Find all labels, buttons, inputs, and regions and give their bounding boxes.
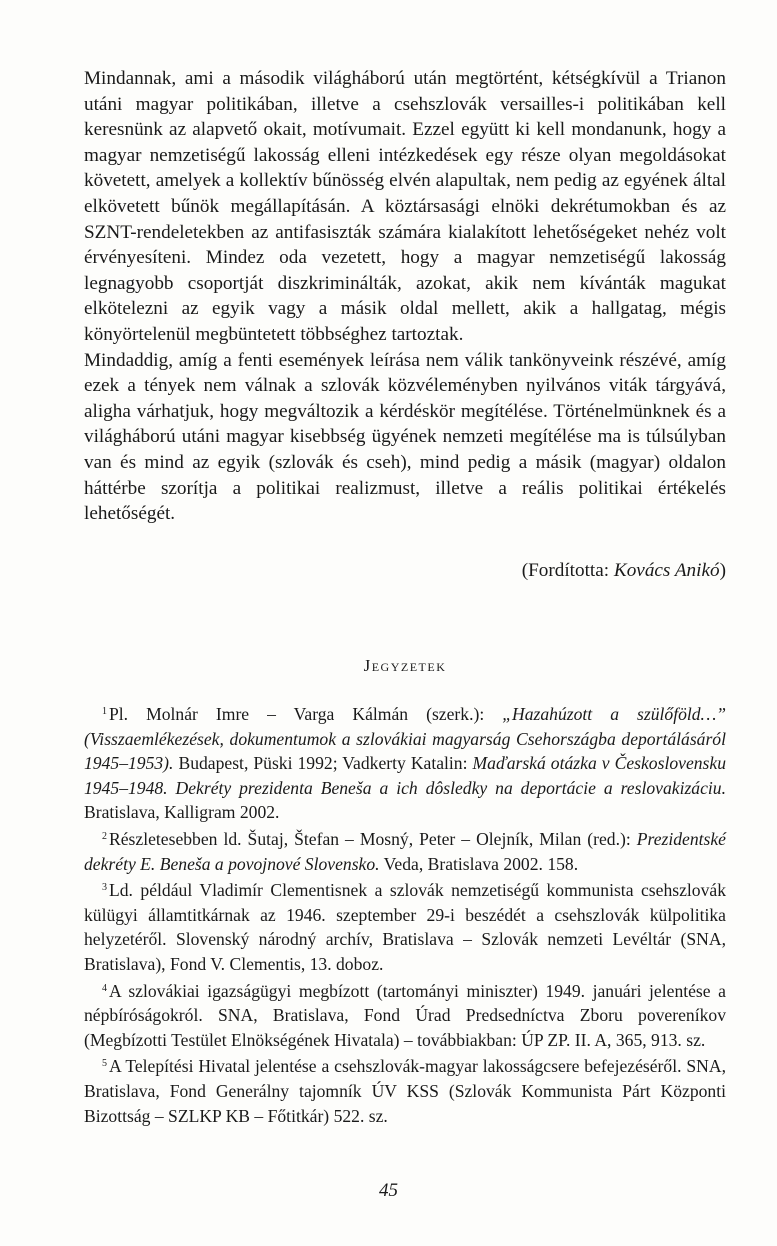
- paragraph-2: Mindaddig, amíg a fenti események leírása nem válik tankönyveink részévé, amíg ezek a tények nem válnak a szlovák közvéleményben nyilvános viták tárgyává, aligha várhatjuk, hogy megváltozik a kérdéskör megítélése. Történelmünknek és a világháború utáni magyar kisebbség ügyének nemzeti megítélése ma is túlsúlyban van és mind az egyik (szlovák és cseh), mind pedig a másik (magyar) oldalon háttérbe szorítja a politikai realizmust, illetve a reális politikai értékelés lehetőségét.: [84, 349, 726, 525]
- footnote-text: Bratislava, Kalligram 2002.: [84, 802, 280, 823]
- notes-heading: Jegyzetek: [363, 656, 447, 675]
- footnote-5: [84, 1052, 726, 1128]
- footnote-title: Maďarská otázka v Československu 1945–1948. Dekréty prezidenta Beneša a ich dôsledky na deportácie a reslovakizáciu.: [84, 753, 726, 798]
- footnote-number: 4: [102, 982, 107, 994]
- footnote-text: Veda, Bratislava 2002. 158.: [379, 853, 579, 874]
- footnote-text: A szlovákiai igazságügyi megbízott (tartományi miniszter) 1949. januári jelentése a népbíróságokról. SNA, Bratislava, Fond Úrad Predsedníctva Zboru povereníkov (Megbízotti Testület Elnökségének Hivatala) – továbbiakban: ÚP ZP. II. A, 365, 913. sz.: [84, 980, 726, 1050]
- footnote-text: Budapest, Püski 1992; Vadkerty Katalin:: [173, 753, 473, 774]
- footnote-text: Pl. Molnár Imre – Varga Kálmán (szerk.):: [109, 704, 503, 724]
- translator-prefix: (Fordította:: [521, 560, 614, 581]
- footnote-title: „Hazahúzott a szülőföld…” (Visszaemlékezések, dokumentumok a szlovákiai magyarság Csehországba deportálásáról 1945–1953).: [84, 704, 727, 774]
- footnote-number: 1: [102, 706, 107, 717]
- footnote-2: [84, 825, 726, 876]
- footnote-text: Ld. például Vladimír Clementisnek a szlovák nemzetiségű kommunista csehszlovák külügyi államtitkárnak az 1946. szeptember 29-i beszédét a csehszlovák külpolitika helyzetéről. Slovenský národný archív, Bratislava – Szlovák nemzeti Levéltár (SNA, Bratislava), Fond V. Clementis, 13. doboz.: [84, 880, 726, 974]
- footnote-number: 5: [102, 1058, 107, 1070]
- footnote-text: Részletesebben ld. Šutaj, Štefan – Mosný, Peter – Olejník, Milan (red.):: [109, 828, 637, 849]
- footnote-1: [84, 700, 726, 825]
- translator-suffix: ): [719, 560, 726, 581]
- footnote-number: 3: [102, 882, 107, 894]
- footnote-text: A Telepítési Hivatal jelentése a csehszlovák-magyar lakosságcsere befejezéséről. SNA, Bratislava, Fond Generálny tajomník ÚV KSS (Szlovák Kommunista Párt Központi Bizottság – SZLKP KB – Főtitkár) 522. sz.: [84, 1056, 726, 1126]
- footnote-4: [84, 977, 726, 1053]
- footnote-title: Prezidentské dekréty E. Beneša a povojnové Slovensko.: [84, 828, 726, 874]
- main-text: [84, 66, 726, 527]
- notes-list: [84, 700, 726, 1128]
- translator-name: Kovács Anikó: [613, 560, 720, 581]
- page-number: 45: [379, 1180, 398, 1201]
- paragraph-1: Mindannak, ami a második világháború után megtörtént, kétségkívül a Trianon utáni magyar politikában, illetve a csehszlovák versailles-i politikában kell keresnünk az alapvető okait, motívumait. Ezzel együtt ki kell mondanunk, hogy a magyar nemzetiségű lakosság elleni intézkedések egy része olyan megoldásokat követett, amelyek a kollektív bűnösség elvén alapultak, nem pedig az egyének által elkövetett bűnök megállapításán. A köztársasági elnöki dekrétumokban és az SZNT-rendeletekben az antifasiszták számára kialakított lehetőségeket nehéz volt érvényesíteni. Mindez oda vezetett, hogy a magyar nemzetiségű lakosság legnagyobb csoportját diszkriminálták, azokat, akik nem kívánták magukat elkötelezni az egyik vagy a másik oldal mellett, akik a hallgatag, mégis könyörtelenül megbüntetett többséghez tartoztak.: [84, 68, 726, 345]
- translator-credit: [84, 558, 726, 584]
- footnote-3: [84, 876, 726, 976]
- footnote-number: 2: [102, 830, 107, 842]
